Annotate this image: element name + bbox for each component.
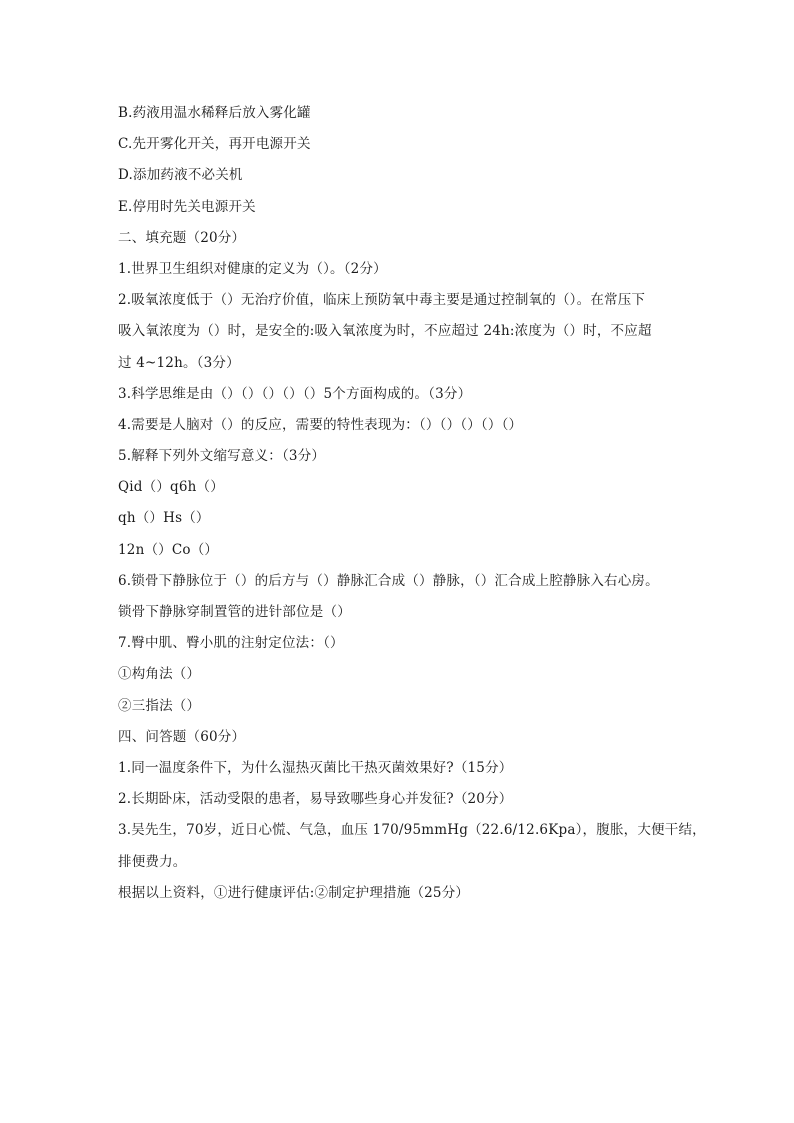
question-2: 2.吸氧浓度低于（）无治疗价值，临床上预防氧中毒主要是通过控制氧的（）。在常压下 (118, 292, 646, 309)
section-heading-fill-in: 二、填充题（20分） (118, 229, 246, 246)
question-2-cont: 过 4~12h。（3分） (118, 354, 240, 371)
question-7: 7.臀中肌、臀小肌的注射定位法：（） (118, 635, 344, 652)
question-7-item: ①构角法（） (118, 666, 201, 683)
option-e: E.停用时先关电源开关 (118, 198, 256, 215)
document-body (118, 98, 706, 909)
qa-question-1: 1.同一温度条件下，为什么湿热灭菌比干热灭菌效果好?（15分） (118, 759, 513, 776)
question-6-cont: 锁骨下静脉穿制置管的进针部位是（） (118, 604, 351, 620)
question-4: 4.需要是人脑对（）的反应，需要的特性表现为：（）（）（）（）（） (118, 416, 523, 433)
qa-question-3-task: 根据以上资料，①进行健康评估:②制定护理措施（25分） (118, 884, 470, 901)
question-7-item: ②三指法（） (118, 697, 201, 714)
qa-question-2: 2.长期卧床，活动受限的患者，易导致哪些身心并发征?（20分） (118, 791, 513, 808)
section-heading-qa: 四、问答题（60分） (118, 728, 246, 745)
question-2-cont: 吸入氧浓度为（）时，是安全的:吸入氧浓度为时，不应超过 24h:浓度为（）时，不应超 (118, 323, 652, 340)
question-5-item: 12n（）Co（） (118, 541, 219, 558)
option-c: C.先开雾化开关，再开电源开关 (118, 136, 311, 153)
qa-question-3: 3.吴先生，70岁，近日心慌、气急，血压 170/95mmHg（22.6/12.6Kpa），腹胀，大便干结， (118, 822, 706, 839)
qa-question-3-cont: 排便费力。 (118, 853, 187, 870)
question-3: 3.科学思维是由（）（）（）（）（）5个方面构成的。（3分） (118, 385, 472, 402)
question-1: 1.世界卫生组织对健康的定义为（）。（2分） (118, 260, 387, 277)
question-5-item: qh（）Hs（） (118, 510, 210, 527)
question-5: 5.解释下列外文缩写意义：（3分） (118, 448, 326, 465)
option-b: B.药液用温水稀释后放入雾化罐 (118, 105, 311, 121)
option-d: D.添加药液不必关机 (118, 167, 243, 184)
question-6: 6.锁骨下静脉位于（）的后方与（）静脉汇合成（）静脉，（）汇合成上腔静脉入右心房。 (118, 572, 659, 589)
question-5-item: Qid（）q6h（） (118, 479, 224, 496)
